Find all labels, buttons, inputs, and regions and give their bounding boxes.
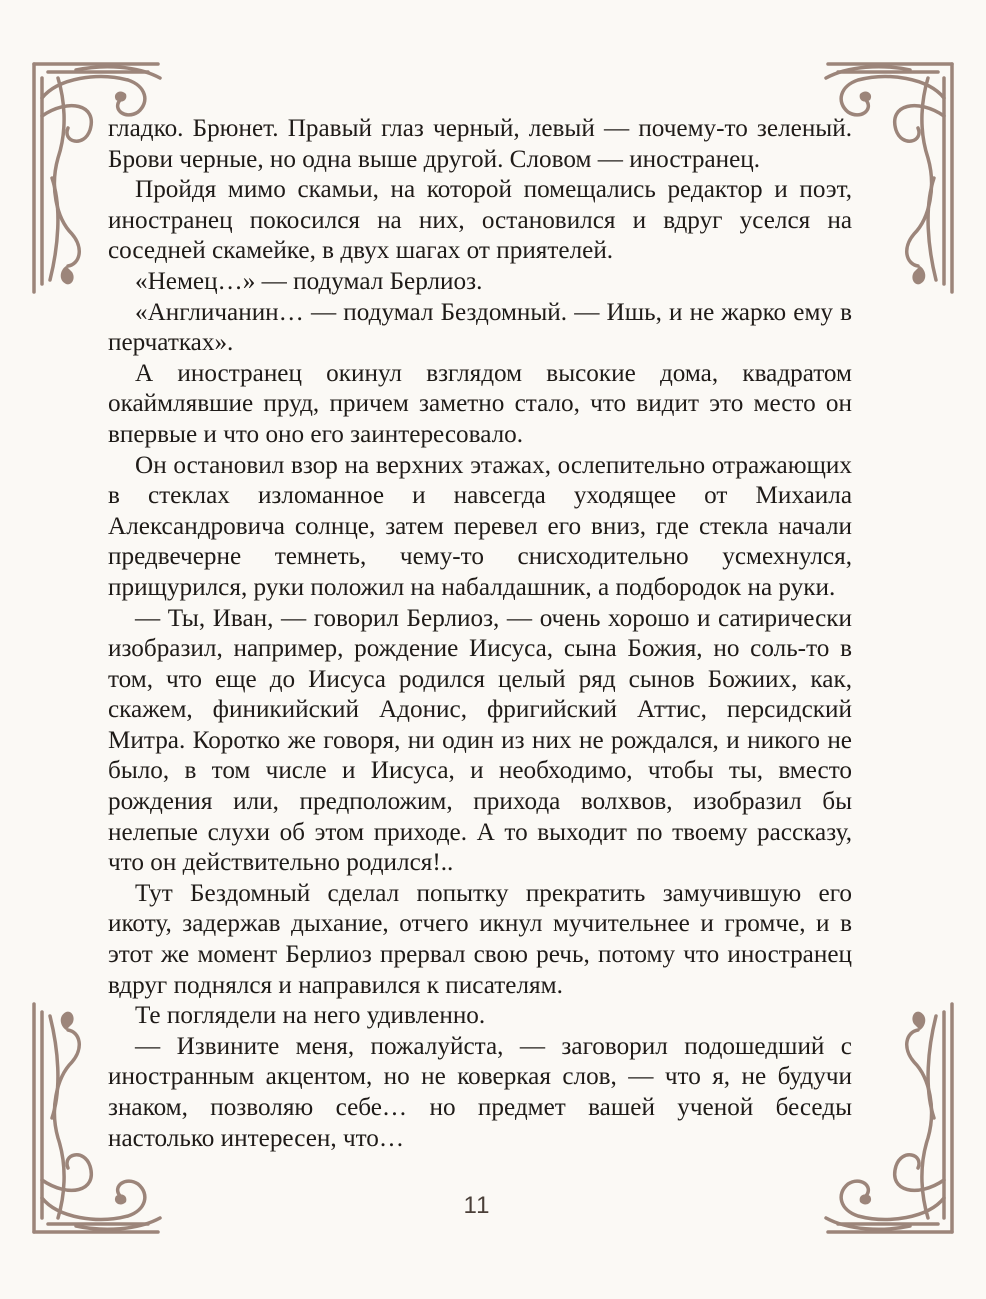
paragraph: — Извините меня, пожалуйста, — заговорил подошедший с иностранным акцентом, но не коверкая слов, — что я, не будучи знаком, позволяю себе… но предмет вашей ученой беседы настолько интересен, что… (108, 1032, 852, 1152)
body-text (108, 114, 852, 1154)
paragraph: А иностранец окинул взглядом высокие дома, квадратом окаймлявшие пруд, причем заметно стало, что видит это место он впервые и что оно его заинтересовало. (108, 359, 852, 448)
paragraph: «Немец…» — подумал Берлиоз. (135, 267, 483, 295)
paragraph: Пройдя мимо скамьи, на которой помещались редактор и поэт, иностранец покосился на них, остановился и вдруг уселся на соседней скамейке, в двух шагах от приятелей. (108, 176, 852, 265)
paragraph: Он остановил взор на верхних этажах, ослепительно отражающих в стеклах изломанное и навсегда уходящее от Михаила Александровича солнце, затем перевел его вниз, где стекла начали предвечерне темнеть, чему-то снисходительно усмехнулся, прищурился, руки положил на набалдашник, а подбородок на руки. (108, 451, 852, 601)
paragraph: Те поглядели на него удивленно. (135, 1002, 486, 1030)
paragraph: «Англичанин… — подумал Бездомный. — Ишь, и не жарко ему в перчатках». (108, 298, 852, 357)
paragraph: Тут Бездомный сделал попытку прекратить замучившую его икоту, задержав дыхание, отчего икнул мучительнее и громче, и в этот же момент Берлиоз прервал свою речь, потому что иностранец вдруг поднялся и направился к писателям. (108, 879, 852, 999)
paragraph: гладко. Брюнет. Правый глаз черный, левый — почему-то зеленый. Брови черные, но одна выше другой. Словом — иностранец. (108, 115, 852, 173)
page-number: 11 (463, 1192, 491, 1219)
paragraph: — Ты, Иван, — говорил Берлиоз, — очень хорошо и сатирически изобразил, например, рождение Иисуса, сына Божия, но соль-то в том, что еще до Иисуса родился целый ряд сынов Божиих, как, скажем, финикийский Адонис, фригийский Аттис, персидский Митра. Коротко же говоря, ни один из них не рождался, и никого не было, в том числе и Иисуса, и необходимо, чтобы ты, вместо рождения или, предположим, прихода волхвов, изобразил бы нелепые слухи об этом приходе. А то выходит по твоему рассказу, что он действительно родился!.. (108, 604, 852, 877)
